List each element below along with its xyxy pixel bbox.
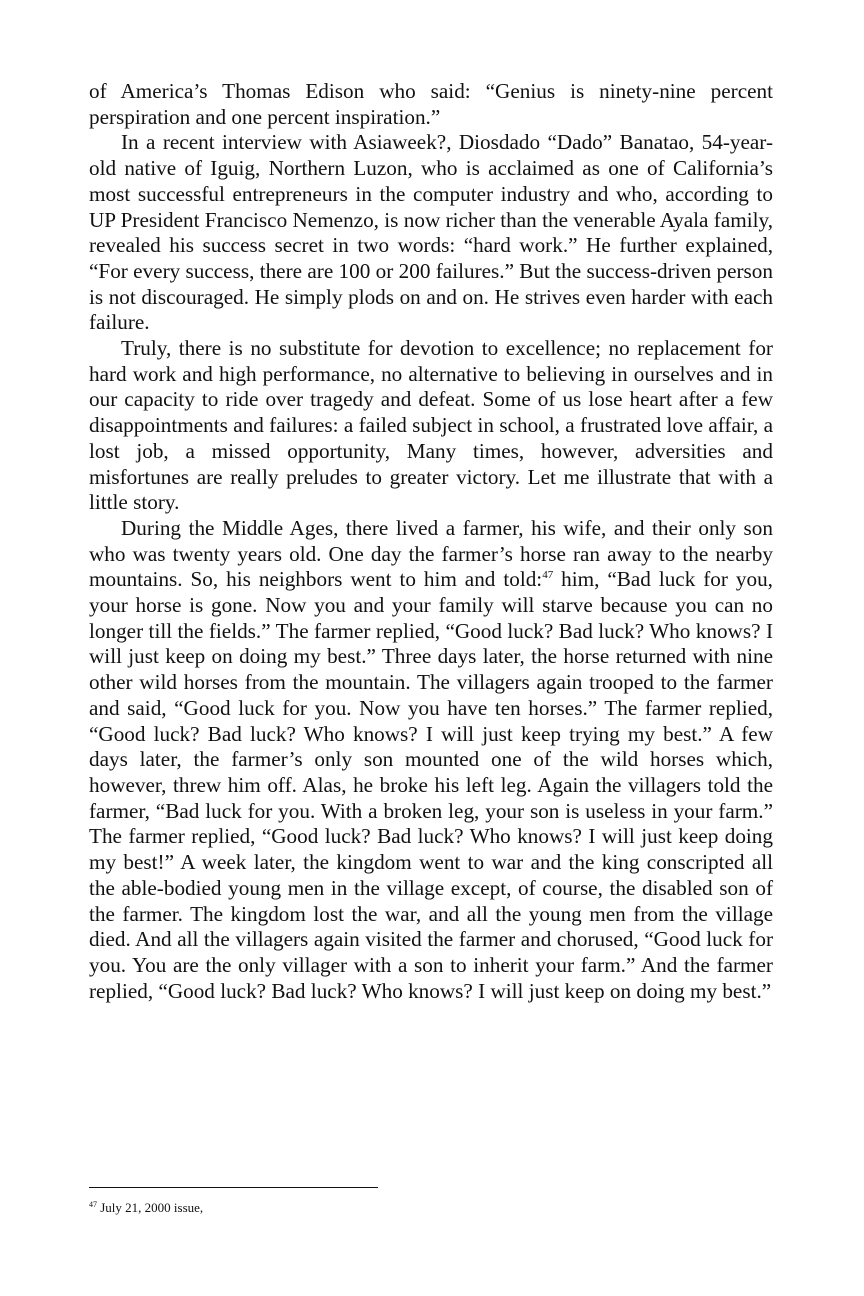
footnote-text: July 21, 2000 issue, bbox=[97, 1200, 204, 1215]
footnote-number: 47 bbox=[89, 1200, 97, 1209]
footnote bbox=[89, 1200, 589, 1216]
body-text bbox=[89, 79, 773, 1004]
story-text-after-ref: him, “Bad luck for you, your horse is gone. Now you and your family will starve because you can no longer till the fields.” The farmer replied, “Good luck? Bad luck? Who knows? I will just keep on doing my best.” Three days later, the horse returned with nine other wild horses from the mountain. The villagers again trooped to the farmer and said, “Good luck for you. Now you have ten horses.” The farmer replied, “Good luck? Bad luck? Who knows? I will just keep trying my best.” A few days later, the farmer’s only son mounted one of the wild horses which, however, threw him off. Alas, he broke his left leg. Again the villagers told the farmer, “Bad luck for you. With a broken leg, your son is useless in your farm.” The farmer replied, “Good luck? Bad luck? Who knows? I will just keep doing my best!” A week later, the kingdom went to war and the king conscripted all the able-bodied young men in the village except, of course, the disabled son of the farmer. The kingdom lost the war, and all the young men from the village died. And all the villagers again visited the farmer and chorused, “Good luck for you. You are the only villager with a son to inherit your farm.” And the farmer replied, “Good luck? Bad luck? Who knows? I will just keep on doing my best.” bbox=[89, 567, 773, 1003]
paragraph-excellence: Truly, there is no substitute for devotion to excellence; no replacement for hard work and high performance, no alternative to believing in ourselves and in our capacity to ride over tragedy and defeat. Some of us lose heart after a few disappointments and failures: a failed subject in school, a frustrated love affair, a lost job, a missed opportunity, Many times, however, adversities and misfortunes are really preludes to greater victory. Let me illustrate that with a little story. bbox=[89, 336, 773, 515]
paragraph-continuation: of America’s Thomas Edison who said: “Genius is ninety-nine percent perspiration and one percent inspiration.” bbox=[89, 79, 773, 129]
paragraph-farmer-story bbox=[89, 516, 773, 1004]
paragraph-banatao: In a recent interview with Asiaweek?, Diosdado “Dado” Banatao, 54-year-old native of Iguig, Northern Luzon, who is acclaimed as one of California’s most successful entrepreneurs in the computer industry and who, according to UP President Francisco Nemenzo, is now richer than the venerable Ayala family, revealed his success secret in two words: “hard work.” He further explained, “For every success, there are 100 or 200 failures.” But the success-driven person is not discouraged. He simply plods on and on. He strives even harder with each failure. bbox=[89, 130, 773, 335]
footnote-separator bbox=[89, 1187, 378, 1188]
footnote-reference[interactable]: 47 bbox=[542, 569, 554, 582]
story-text-before-ref: During the Middle Ages, there lived a farmer, his wife, and their only son who was twenty years old. One day the farmer’s horse ran away to the nearby mountains. So, his neighbors went to him and told: bbox=[89, 515, 773, 592]
